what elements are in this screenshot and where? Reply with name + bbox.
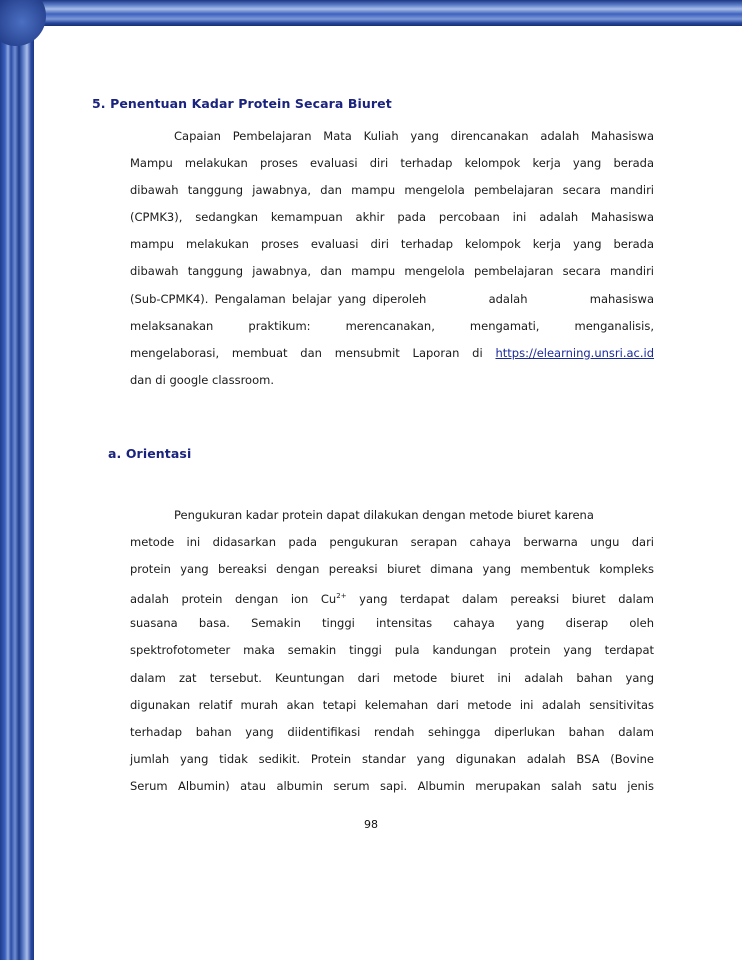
paragraph-line: jumlah yang tidak sedikit. Protein standar yang digunakan adalah BSA (Bovine	[130, 751, 654, 766]
ion-superscript: 2+	[336, 592, 347, 601]
paragraph-line: Capaian Pembelajaran Mata Kuliah yang direncanakan adalah Mahasiswa	[174, 129, 654, 143]
elearning-link[interactable]: https://elearning.unsri.ac.id	[495, 345, 655, 360]
paragraph-line: terhadap bahan yang diidentifikasi rendah sehingga diperlukan bahan dalam	[130, 724, 654, 739]
section-heading: 5. Penentuan Kadar Protein Secara Biuret	[92, 96, 392, 111]
paragraph-line: (CPMK3), sedangkan kemampuan akhir pada percobaan ini adalah Mahasiswa	[130, 210, 654, 225]
paragraph-line: dan di google classroom.	[130, 372, 274, 387]
section-paragraph	[130, 123, 654, 394]
paragraph-line: Pengukuran kadar protein dapat dilakukan dengan metode biuret karena	[174, 508, 594, 522]
paragraph-text: mengelaborasi, membuat dan mensubmit Laporan di	[130, 345, 483, 360]
paragraph-line: Mampu melakukan proses evaluasi diri terhadap kelompok kerja yang berada	[130, 156, 654, 171]
left-border-bar	[0, 0, 34, 960]
paragraph-line: (Sub-CPMK4). Pengalaman belajar yang diperoleh adalah mahasiswa	[130, 291, 654, 306]
paragraph-line: dalam zat tersebut. Keuntungan dari metode biuret ini adalah bahan yang	[130, 670, 654, 685]
paragraph-line: digunakan relatif murah akan tetapi kelemahan dari metode ini adalah sensitivitas	[130, 697, 654, 712]
paragraph-line: protein yang bereaksi dengan pereaksi biuret dimana yang membentuk kompleks	[130, 562, 654, 577]
paragraph-line: mampu melakukan proses evaluasi diri terhadap kelompok kerja yang berada	[130, 237, 654, 252]
corner-ornament	[0, 0, 46, 46]
ion-text-after: yang terdapat dalam pereaksi biuret dalam	[346, 592, 654, 607]
paragraph-line: Serum Albumin) atau albumin serum sapi. Albumin merupakan salah satu jenis	[130, 778, 654, 793]
paragraph-line: dibawah tanggung jawabnya, dan mampu mengelola pembelajaran secara mandiri	[130, 264, 654, 279]
paragraph-line: melaksanakan praktikum: merencanakan, mengamati, menganalisis,	[130, 318, 654, 333]
subsection-heading: a. Orientasi	[108, 446, 192, 461]
paragraph-line: dibawah tanggung jawabnya, dan mampu mengelola pembelajaran secara mandiri	[130, 183, 654, 198]
page-number: 98	[364, 818, 378, 831]
paragraph-line: metode ini didasarkan pada pengukuran serapan cahaya berwarna ungu dari	[130, 535, 654, 550]
top-border-bar	[0, 0, 742, 26]
paragraph-line: suasana basa. Semakin tinggi intensitas cahaya yang diserap oleh	[130, 616, 654, 631]
paragraph-line-with-link	[130, 340, 654, 367]
paragraph-line: spektrofotometer maka semakin tinggi pula kandungan protein yang terdapat	[130, 643, 654, 658]
orientasi-paragraph	[130, 502, 654, 800]
ion-text-before: adalah protein dengan ion Cu	[130, 592, 337, 607]
paragraph-line-ion	[130, 583, 654, 610]
